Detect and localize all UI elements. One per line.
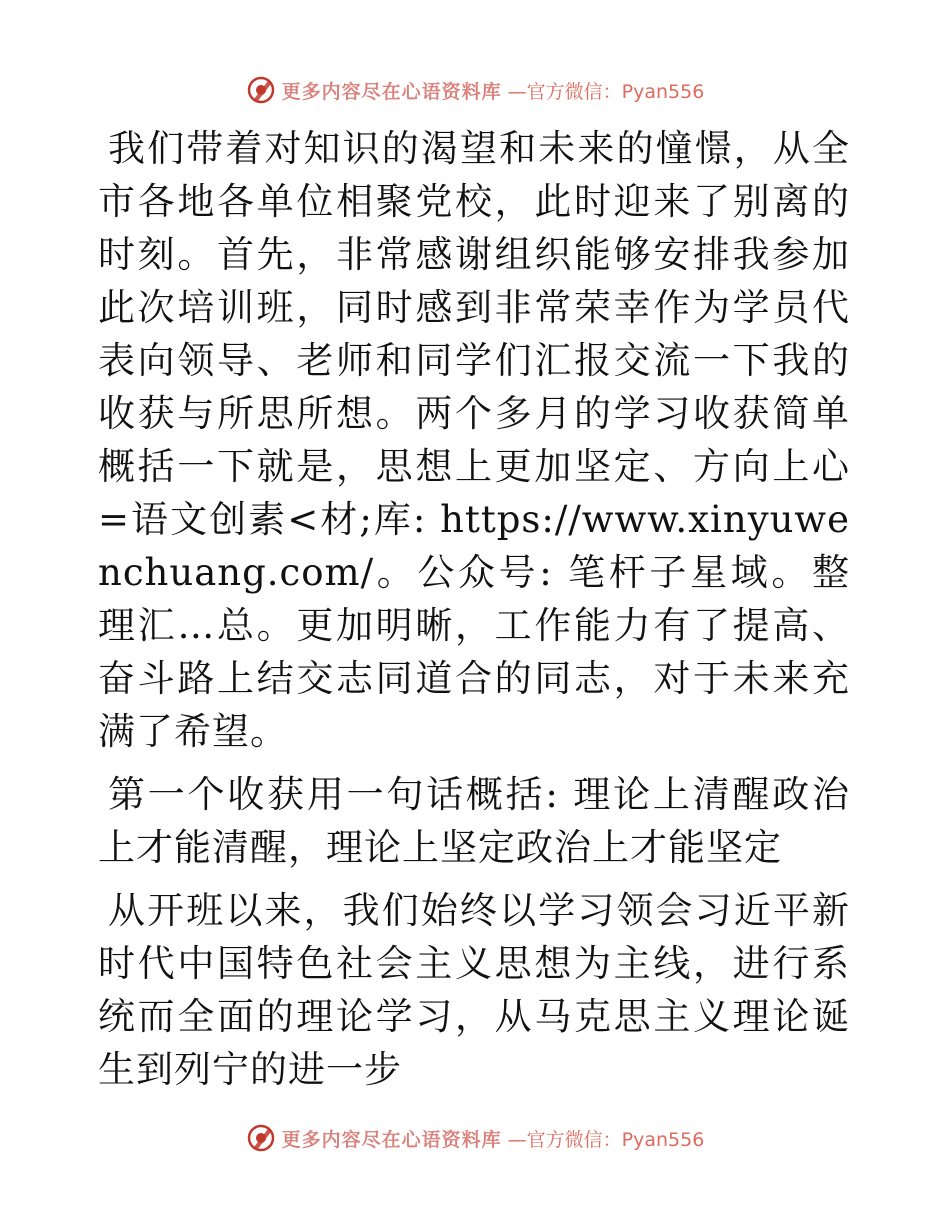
paragraph-2: 第一个收获用一句话概括: 理论上清醒政治上才能清醒，理论上坚定政治上才能坚定 xyxy=(98,773,850,869)
document-body xyxy=(98,122,850,1112)
banner-wechat-id: —官方微信：Pyan556 xyxy=(507,80,705,103)
paragraph-1: 我们带着对知识的渴望和未来的憧憬，从全市各地各单位相聚党校，此时迎来了别离的时刻。首先，非常感谢组织能够安排我参加此次培训班，同时感到非常荣幸作为学员代表向领导、老师和同学们汇报交流一下我的收获与所思所想。两个多月的学习收获简单概括一下就是，思想上更加坚定、方向上心=语文创素<材;库: https://www.xinyuwenchuang.com/。公众号: 笔杆子星域。整理汇…总。更加明晰，工作能力有了提高、奋斗路上结交志同道合的同志，对于未来充满了希望。 xyxy=(98,127,850,753)
header-banner xyxy=(0,70,950,110)
banner-title: 更多内容尽在心语资料库 xyxy=(281,1128,502,1151)
banner-title: 更多内容尽在心语资料库 xyxy=(281,80,502,103)
pen-circle-logo-icon xyxy=(246,75,276,105)
paragraph-3: 从开班以来，我们始终以学习领会习近平新时代中国特色社会主义思想为主线，进行系统而全面的理论学习，从马克思主义理论诞生到列宁的进一步 xyxy=(98,889,850,1091)
footer-banner xyxy=(0,1118,950,1158)
banner-wechat-id: —官方微信：Pyan556 xyxy=(507,1128,705,1151)
pen-circle-logo-icon xyxy=(246,1123,276,1153)
